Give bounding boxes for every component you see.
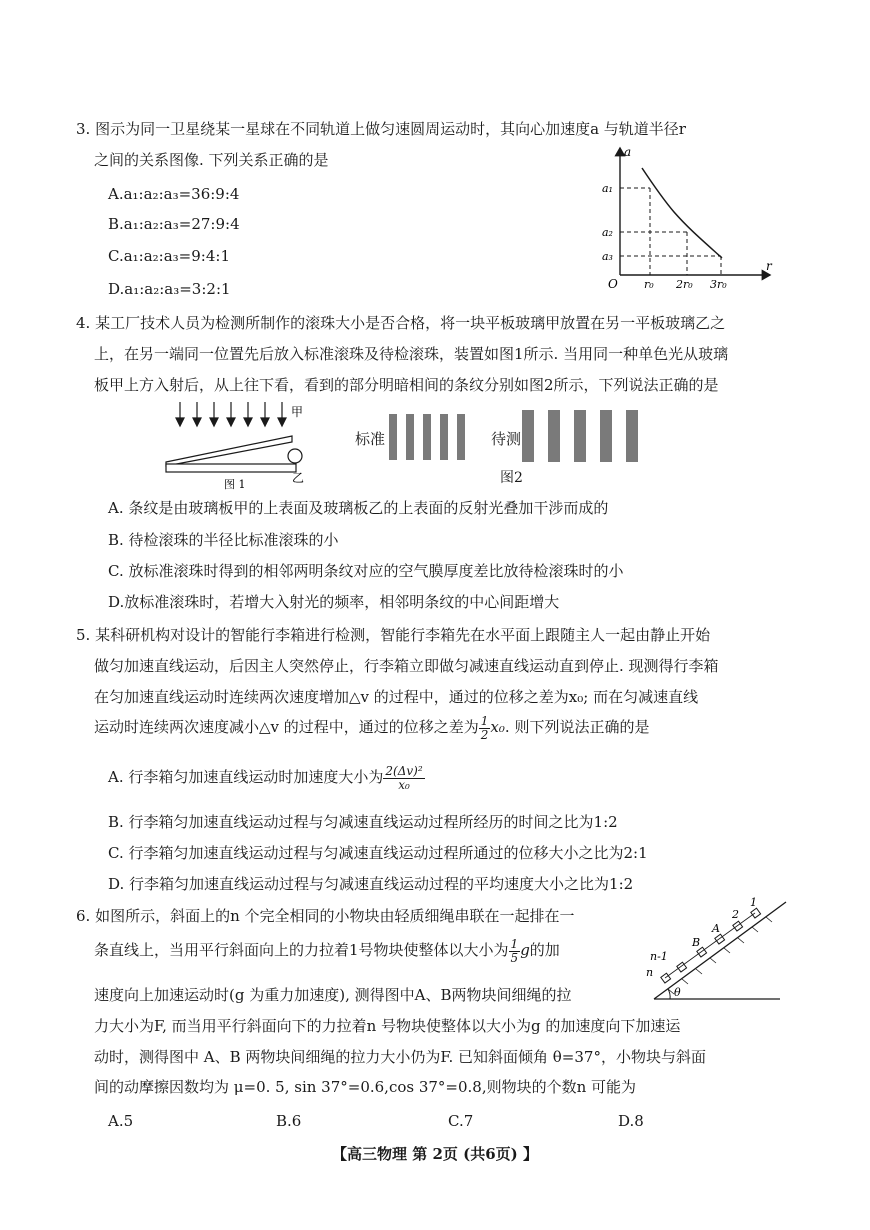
label-jia: 甲 xyxy=(291,405,304,419)
block-label-2: 2 xyxy=(732,908,739,921)
block-label-1: 1 xyxy=(750,896,757,909)
block-label-n: n xyxy=(646,966,654,979)
block-label-A: A xyxy=(712,922,720,935)
fig2-caption: 图2 xyxy=(500,470,523,486)
graph-x-label: r xyxy=(766,259,772,273)
graph-tick-a1: a₁ xyxy=(602,182,613,195)
q5-accel-fraction: $\frac{\text{2(Δv)²}}{\text{x₀}}$ xyxy=(385,763,423,792)
q6-stem-line1: 6. 如图所示，斜面上的n 个完全相同的小物块由轻质细绳串联在一起排在一 xyxy=(76,907,575,925)
q5-stem-line4: 运动时连续两次速度减小△v 的过程中，通过的位移之差为 $\frac{1}{2}$ x₀. 则下列说法正确的是 xyxy=(94,713,650,742)
q6-option-b: B.6 xyxy=(276,1112,302,1130)
q6-stem-line5: 动时，测得图中 A、B 两物块间细绳的拉力大小仍为F. 已知斜面倾角 θ=37°，小物块与斜面 xyxy=(94,1048,706,1066)
fringes-test xyxy=(520,406,660,466)
q4-option-d: D.放标准滚珠时，若增大入射光的频率，相邻明条纹的中心间距增大 xyxy=(108,593,560,611)
page-footer: 【高三物理 第 2页 (共6页) 】 xyxy=(332,1145,538,1163)
q6-stem-line6: 间的动摩擦因数均为 μ=0. 5, sin 37°=0.6,cos 37°=0.8,则物块的个数n 可能为 xyxy=(94,1078,637,1096)
q6-option-d: D.8 xyxy=(618,1112,644,1130)
ball xyxy=(288,449,302,463)
block-label-n-1: n-1 xyxy=(650,950,668,963)
q6-stem-line3: 速度向上加速运动时(g 为重力加速度), 测得图中A、B两物块间细绳的拉 xyxy=(94,986,572,1004)
graph-origin: O xyxy=(608,277,618,290)
q3-stem-line1: 3. 图示为同一卫星绕某一星球在不同轨道上做匀速圆周运动时，其向心加速度a 与轨道半径r xyxy=(76,120,686,138)
graph-tick-r0: r₀ xyxy=(644,278,654,290)
q5-option-c: C. 行李箱匀加速直线运动过程与匀减速直线运动过程所通过的位移大小之比为2:1 xyxy=(108,844,648,862)
label-test: 待测 xyxy=(491,430,522,448)
graph-y-label: a xyxy=(624,145,632,159)
graph-curve xyxy=(642,168,722,258)
q4-option-c: C. 放标准滚珠时得到的相邻两明条纹对应的空气膜厚度差比放待检滚珠时的小 xyxy=(108,562,624,580)
q4-stem-line3: 板甲上方入射后，从上往下看，看到的部分明暗相间的条纹分别如图2所示，下列说法正确的是 xyxy=(94,376,719,394)
q6-option-c: C.7 xyxy=(448,1112,474,1130)
fringes-standard xyxy=(385,410,473,464)
q3-acceleration-radius-graph xyxy=(590,140,780,290)
q4-option-b: B. 待检滚珠的半径比标准滚珠的小 xyxy=(108,531,339,549)
block-label-B: B xyxy=(692,936,701,949)
q6-incline-figure xyxy=(640,896,790,1006)
q5-half-fraction: $\frac{1}{2}$ xyxy=(480,713,489,742)
q3-option-a: A.a₁:a₂:a₃=36:9:4 xyxy=(108,185,240,203)
q4-option-a: A. 条纹是由玻璃板甲的上表面及玻璃板乙的上表面的反射光叠加干涉而成的 xyxy=(108,499,609,517)
q5-option-a: A. 行李箱匀加速直线运动时加速度大小为 $\frac{\text{2(Δv)²}}{\text{x₀}}$ xyxy=(108,763,423,792)
graph-tick-a3: a₃ xyxy=(602,250,613,263)
q6-option-a: A.5 xyxy=(108,1112,134,1130)
q4-stem-line2: 上，在另一端同一位置先后放入标准滚珠及待检滚珠，装置如图1所示. 当用同一种单色光从玻璃 xyxy=(94,345,729,363)
fig1-caption: 图 1 xyxy=(224,478,246,490)
label-standard: 标准 xyxy=(355,430,386,448)
graph-tick-3r0: 3r₀ xyxy=(710,278,727,290)
graph-tick-a2: a₂ xyxy=(602,226,613,239)
q4-figure1-apparatus xyxy=(160,400,320,490)
graph-tick-2r0: 2r₀ xyxy=(676,278,693,290)
q3-option-d: D.a₁:a₂:a₃=3:2:1 xyxy=(108,280,231,298)
q6-stem-line4: 力大小为F, 而当用平行斜面向下的力拉着n 号物块使整体以大小为g 的加速度向下加速运 xyxy=(94,1017,681,1035)
q5-stem-line1: 5. 某科研机构对设计的智能行李箱进行检测，智能行李箱先在水平面上跟随主人一起由静止开始 xyxy=(76,626,711,644)
glass-plate-top xyxy=(166,436,292,466)
q5-stem-line3: 在匀加速直线运动时连续两次速度增加△v 的过程中，通过的位移之差为x₀; 而在匀减速直线 xyxy=(94,688,699,706)
q3-option-b: B.a₁:a₂:a₃=27:9:4 xyxy=(108,215,240,233)
q3-stem-line2: 之间的关系图像. 下列关系正确的是 xyxy=(94,151,329,169)
q5-stem-line2: 做匀加速直线运动，后因主人突然停止，行李箱立即做匀减速直线运动直到停止. 现测得行李箱 xyxy=(94,657,719,675)
q4-stem-line1: 4. 某工厂技术人员为检测所制作的滚珠大小是否合格，将一块平板玻璃甲放置在另一平板玻璃乙之 xyxy=(76,314,726,332)
q6-stem-line2: 条直线上，当用平行斜面向上的力拉着1号物块使整体以大小为 $\frac{1}{5}$ g的加 xyxy=(94,936,560,965)
q5-option-d: D. 行李箱匀加速直线运动过程与匀减速直线运动过程的平均速度大小之比为1:2 xyxy=(108,875,634,893)
label-yi: 乙 xyxy=(292,471,305,485)
q3-option-c: C.a₁:a₂:a₃=9:4:1 xyxy=(108,247,230,265)
q5-option-b: B. 行李箱匀加速直线运动过程与匀减速直线运动过程所经历的时间之比为1:2 xyxy=(108,813,618,831)
q6-fifth-fraction: $\frac{1}{5}$ xyxy=(510,936,519,965)
glass-plate-bottom xyxy=(166,464,296,472)
angle-theta: θ xyxy=(674,986,681,999)
